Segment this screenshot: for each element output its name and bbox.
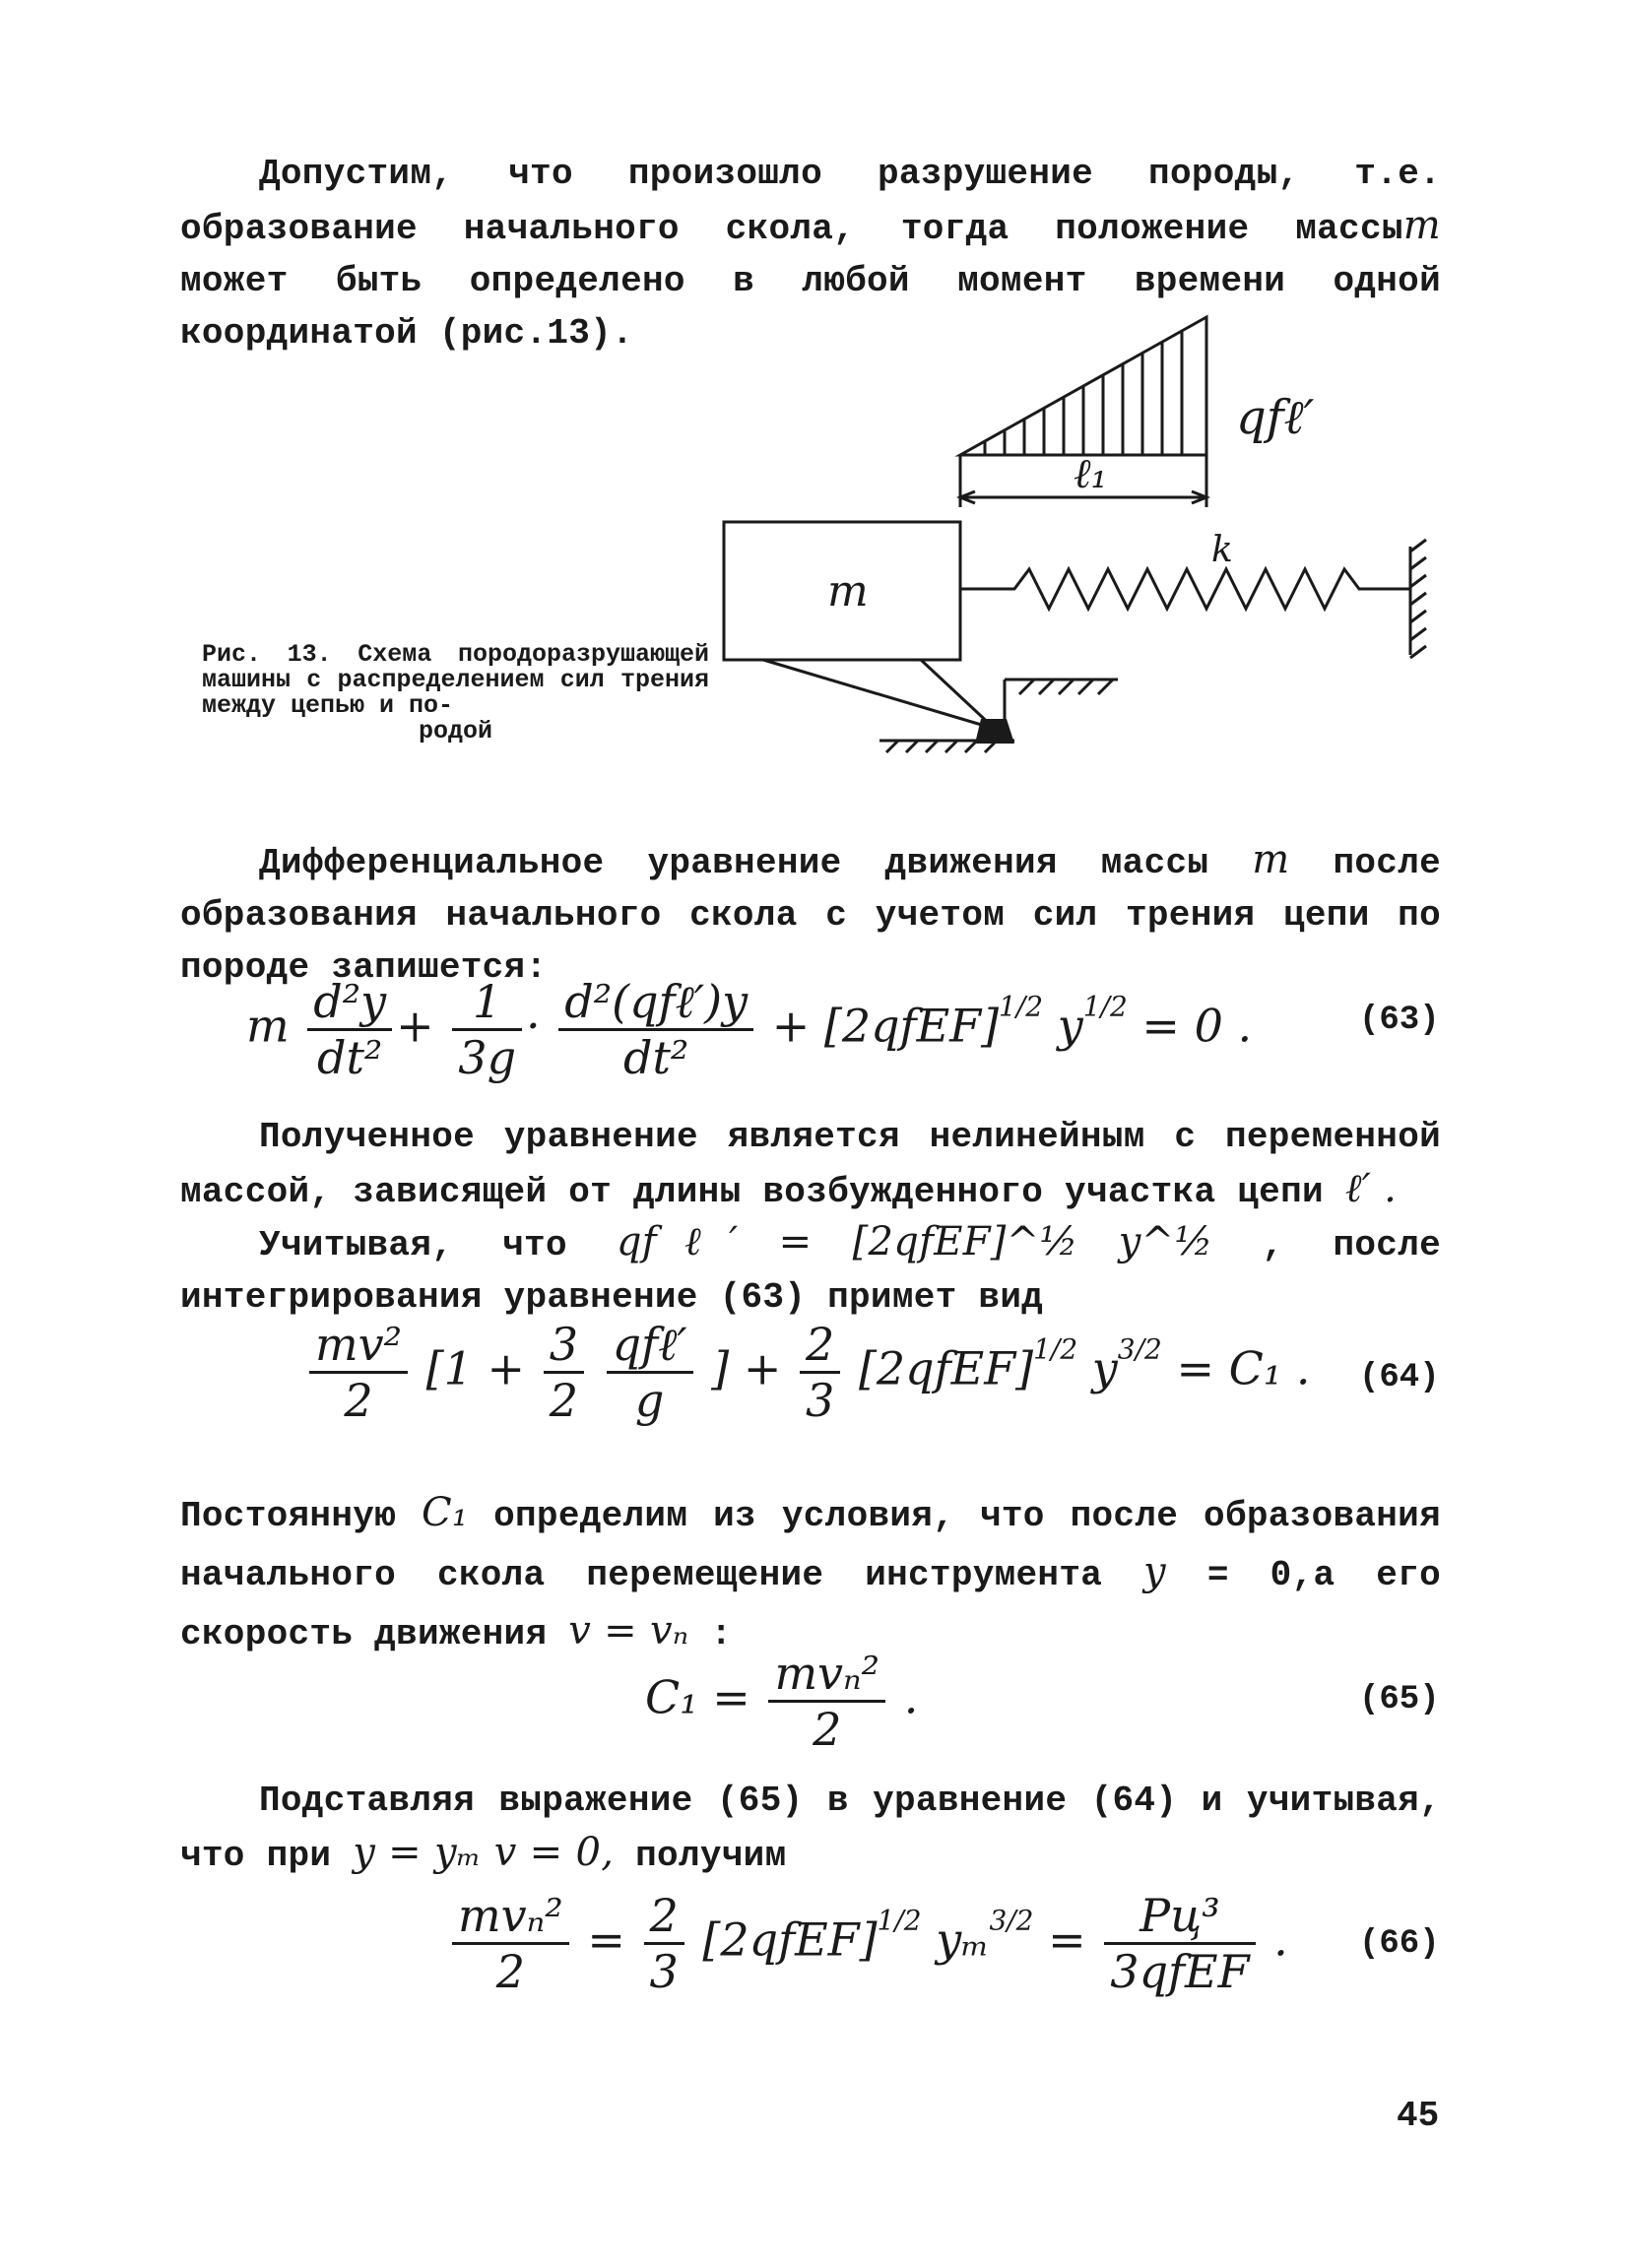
eq64-bracket-close: ] xyxy=(711,1341,730,1395)
constant-paragraph xyxy=(180,1485,1441,1662)
mass-label: m xyxy=(827,566,869,616)
constant-text-mid2: = 0,а его скорость движения xyxy=(180,1555,1441,1654)
considering-formula: qfℓ′ = [2qfEF]^½ y^½ xyxy=(616,1219,1213,1264)
eq64-three-c: 3 xyxy=(806,1374,835,1427)
eq64-bracket-open: [1 + xyxy=(425,1341,526,1395)
eq63-3g: 3g xyxy=(458,1031,517,1084)
load-label: qfℓ′ xyxy=(1236,390,1315,445)
substituting-text-after: получим xyxy=(614,1836,787,1876)
eq64-exp-2: 3/2 xyxy=(1117,1332,1162,1366)
eq66-two: 2 xyxy=(644,1889,684,1945)
eq64-frac-4 xyxy=(800,1318,840,1427)
nonlinear-paragraph xyxy=(180,1111,1441,1218)
eq66-frac-2 xyxy=(644,1889,684,1998)
spring-label: k xyxy=(1211,530,1233,570)
constant-y: y xyxy=(1143,1549,1166,1594)
eq63-d2y: d²y xyxy=(307,975,392,1031)
eq64-frac-2 xyxy=(544,1318,584,1427)
eq66-den2: 3qfEF xyxy=(1110,1945,1250,1998)
considering-text-after: , после интегрирования уравнение (63) примет вид xyxy=(180,1225,1442,1318)
eq63-y: y xyxy=(1057,999,1083,1053)
eq63-tail: = 0 . xyxy=(1141,999,1253,1053)
eq64-frac-3 xyxy=(607,1318,693,1427)
nonlinear-symbol: ℓ′ . xyxy=(1344,1166,1398,1211)
considering-paragraph xyxy=(180,1216,1441,1324)
page-number: 45 xyxy=(1397,2096,1440,2136)
eq63-dt2b: dt² xyxy=(623,1031,689,1084)
equation-66 xyxy=(448,1889,1288,1998)
equation-63: m $\frac{\text{d²y}}{\text{dt²}}$ + $\frac{1}{3g}$ · $\frac{\text{d²(qfℓ′)y}}{\text{dt²}}$ + [2qfEF]$^{1/2}$ $y^{1/2} = 0$ . xyxy=(246,975,1253,1084)
eq64-bracket2: [2qfEF] xyxy=(858,1341,1034,1395)
equation-63-number: (63) xyxy=(1359,1002,1440,1039)
eq64-tail: = C₁ . xyxy=(1176,1341,1311,1395)
eq66-num2: Pц³ xyxy=(1104,1889,1255,1945)
eq66-exp-1: 1/2 xyxy=(877,1904,922,1937)
substituting-cond2: v = 0, xyxy=(481,1830,615,1875)
eq63-m: m xyxy=(246,999,290,1053)
eq63-frac-2 xyxy=(452,975,522,1084)
constant-text-mid: определим из условия, что после образования начального скола перемещение инструмента xyxy=(180,1496,1441,1595)
eq65-lhs: C₁ = xyxy=(645,1670,750,1724)
intro-text-before: Допустим, что произошло разрушение породы, т.е. образование начального скола, тогда положение массы xyxy=(180,154,1441,249)
eq64-qfl: qfℓ′ xyxy=(607,1318,693,1374)
substituting-cond1: y = yₘ xyxy=(353,1830,482,1875)
caption-last: родой xyxy=(418,717,492,745)
figure-caption xyxy=(202,642,709,745)
eq64-mv2: mv² xyxy=(309,1318,408,1374)
eq66-three: 3 xyxy=(649,1945,679,1998)
diff-mass-symbol: m xyxy=(1252,837,1290,882)
eq66-frac-3 xyxy=(1104,1889,1255,1998)
constant-c1: C₁ xyxy=(421,1490,469,1535)
eq64-exp-1: 1/2 xyxy=(1033,1332,1078,1366)
diff-text-after: после образования начального скола с учетом сил трения цепи по породе запишется: xyxy=(180,843,1441,988)
equation-64 xyxy=(305,1318,1311,1427)
eq64-three: 3 xyxy=(544,1318,584,1374)
eq63-bracket: + [2qfEF] xyxy=(771,999,1000,1053)
equation-66-number: (66) xyxy=(1359,1925,1440,1963)
eq63-frac-1 xyxy=(307,975,392,1084)
eq65-frac xyxy=(768,1647,885,1756)
mass-symbol: m xyxy=(1402,203,1441,248)
eq66-frac-1 xyxy=(452,1889,569,1998)
eq66-eq1: = xyxy=(587,1912,625,1967)
intro-text-after: может быть определено в любой момент времени одной координатой (рис.13). xyxy=(180,261,1441,354)
eq63-frac-3 xyxy=(558,975,753,1084)
eq64-plus: + xyxy=(743,1341,782,1395)
caption-main: Рис. 13. Схема породоразрушающей машины с распределением сил трения между цепью и по- xyxy=(202,640,709,720)
eq66-num: mvₙ² xyxy=(452,1889,569,1945)
eq63-one: 1 xyxy=(452,975,522,1031)
considering-text-before: Учитывая, что xyxy=(259,1225,617,1265)
constant-text-before: Постоянную xyxy=(180,1496,422,1536)
equation-65 xyxy=(645,1647,918,1756)
eq64-y: y xyxy=(1091,1341,1118,1395)
eq65-num: mvₙ² xyxy=(768,1647,885,1703)
eq64-g: g xyxy=(634,1374,665,1427)
substituting-text: Подставляя выражение (65) в уравнение (64) и учитывая, что при xyxy=(180,1781,1441,1876)
diff-text-before: Дифференциальное уравнение движения массы xyxy=(259,843,1253,883)
substituting-paragraph xyxy=(180,1775,1441,1882)
eq65-tail: . xyxy=(903,1670,919,1724)
eq64-two-b: 2 xyxy=(549,1374,578,1427)
equation-65-number: (65) xyxy=(1359,1681,1440,1718)
eq63-d2qfl: d²(qfℓ′)y xyxy=(558,975,753,1031)
eq64-two-c: 2 xyxy=(800,1318,840,1374)
eq66-eq2: = xyxy=(1048,1912,1086,1967)
diff-eq-paragraph xyxy=(180,834,1441,994)
eq65-den: 2 xyxy=(813,1703,842,1756)
eq66-den: 2 xyxy=(495,1945,525,1998)
eq66-bracket: [2qfEF] xyxy=(702,1912,878,1967)
constant-text-after: : xyxy=(688,1614,733,1654)
eq63-dt2: dt² xyxy=(317,1031,383,1084)
eq66-ym: yₘ xyxy=(936,1912,990,1967)
equation-64-number: (64) xyxy=(1359,1359,1440,1396)
eq64-two: 2 xyxy=(344,1374,373,1427)
nonlinear-text: Полученное уравнение является нелинейным с переменной массой, зависящей от длины возбужденного участка цепи xyxy=(180,1117,1441,1212)
eq64-frac-1 xyxy=(309,1318,408,1427)
eq66-exp-2: 3/2 xyxy=(989,1904,1034,1937)
eq63-exp-2: 1/2 xyxy=(1082,990,1128,1023)
eq66-tail: . xyxy=(1273,1912,1288,1967)
eq63-exp-1: 1/2 xyxy=(999,990,1044,1023)
length-label: ℓ₁ xyxy=(1074,449,1108,497)
constant-v: v = vₙ xyxy=(568,1608,689,1653)
